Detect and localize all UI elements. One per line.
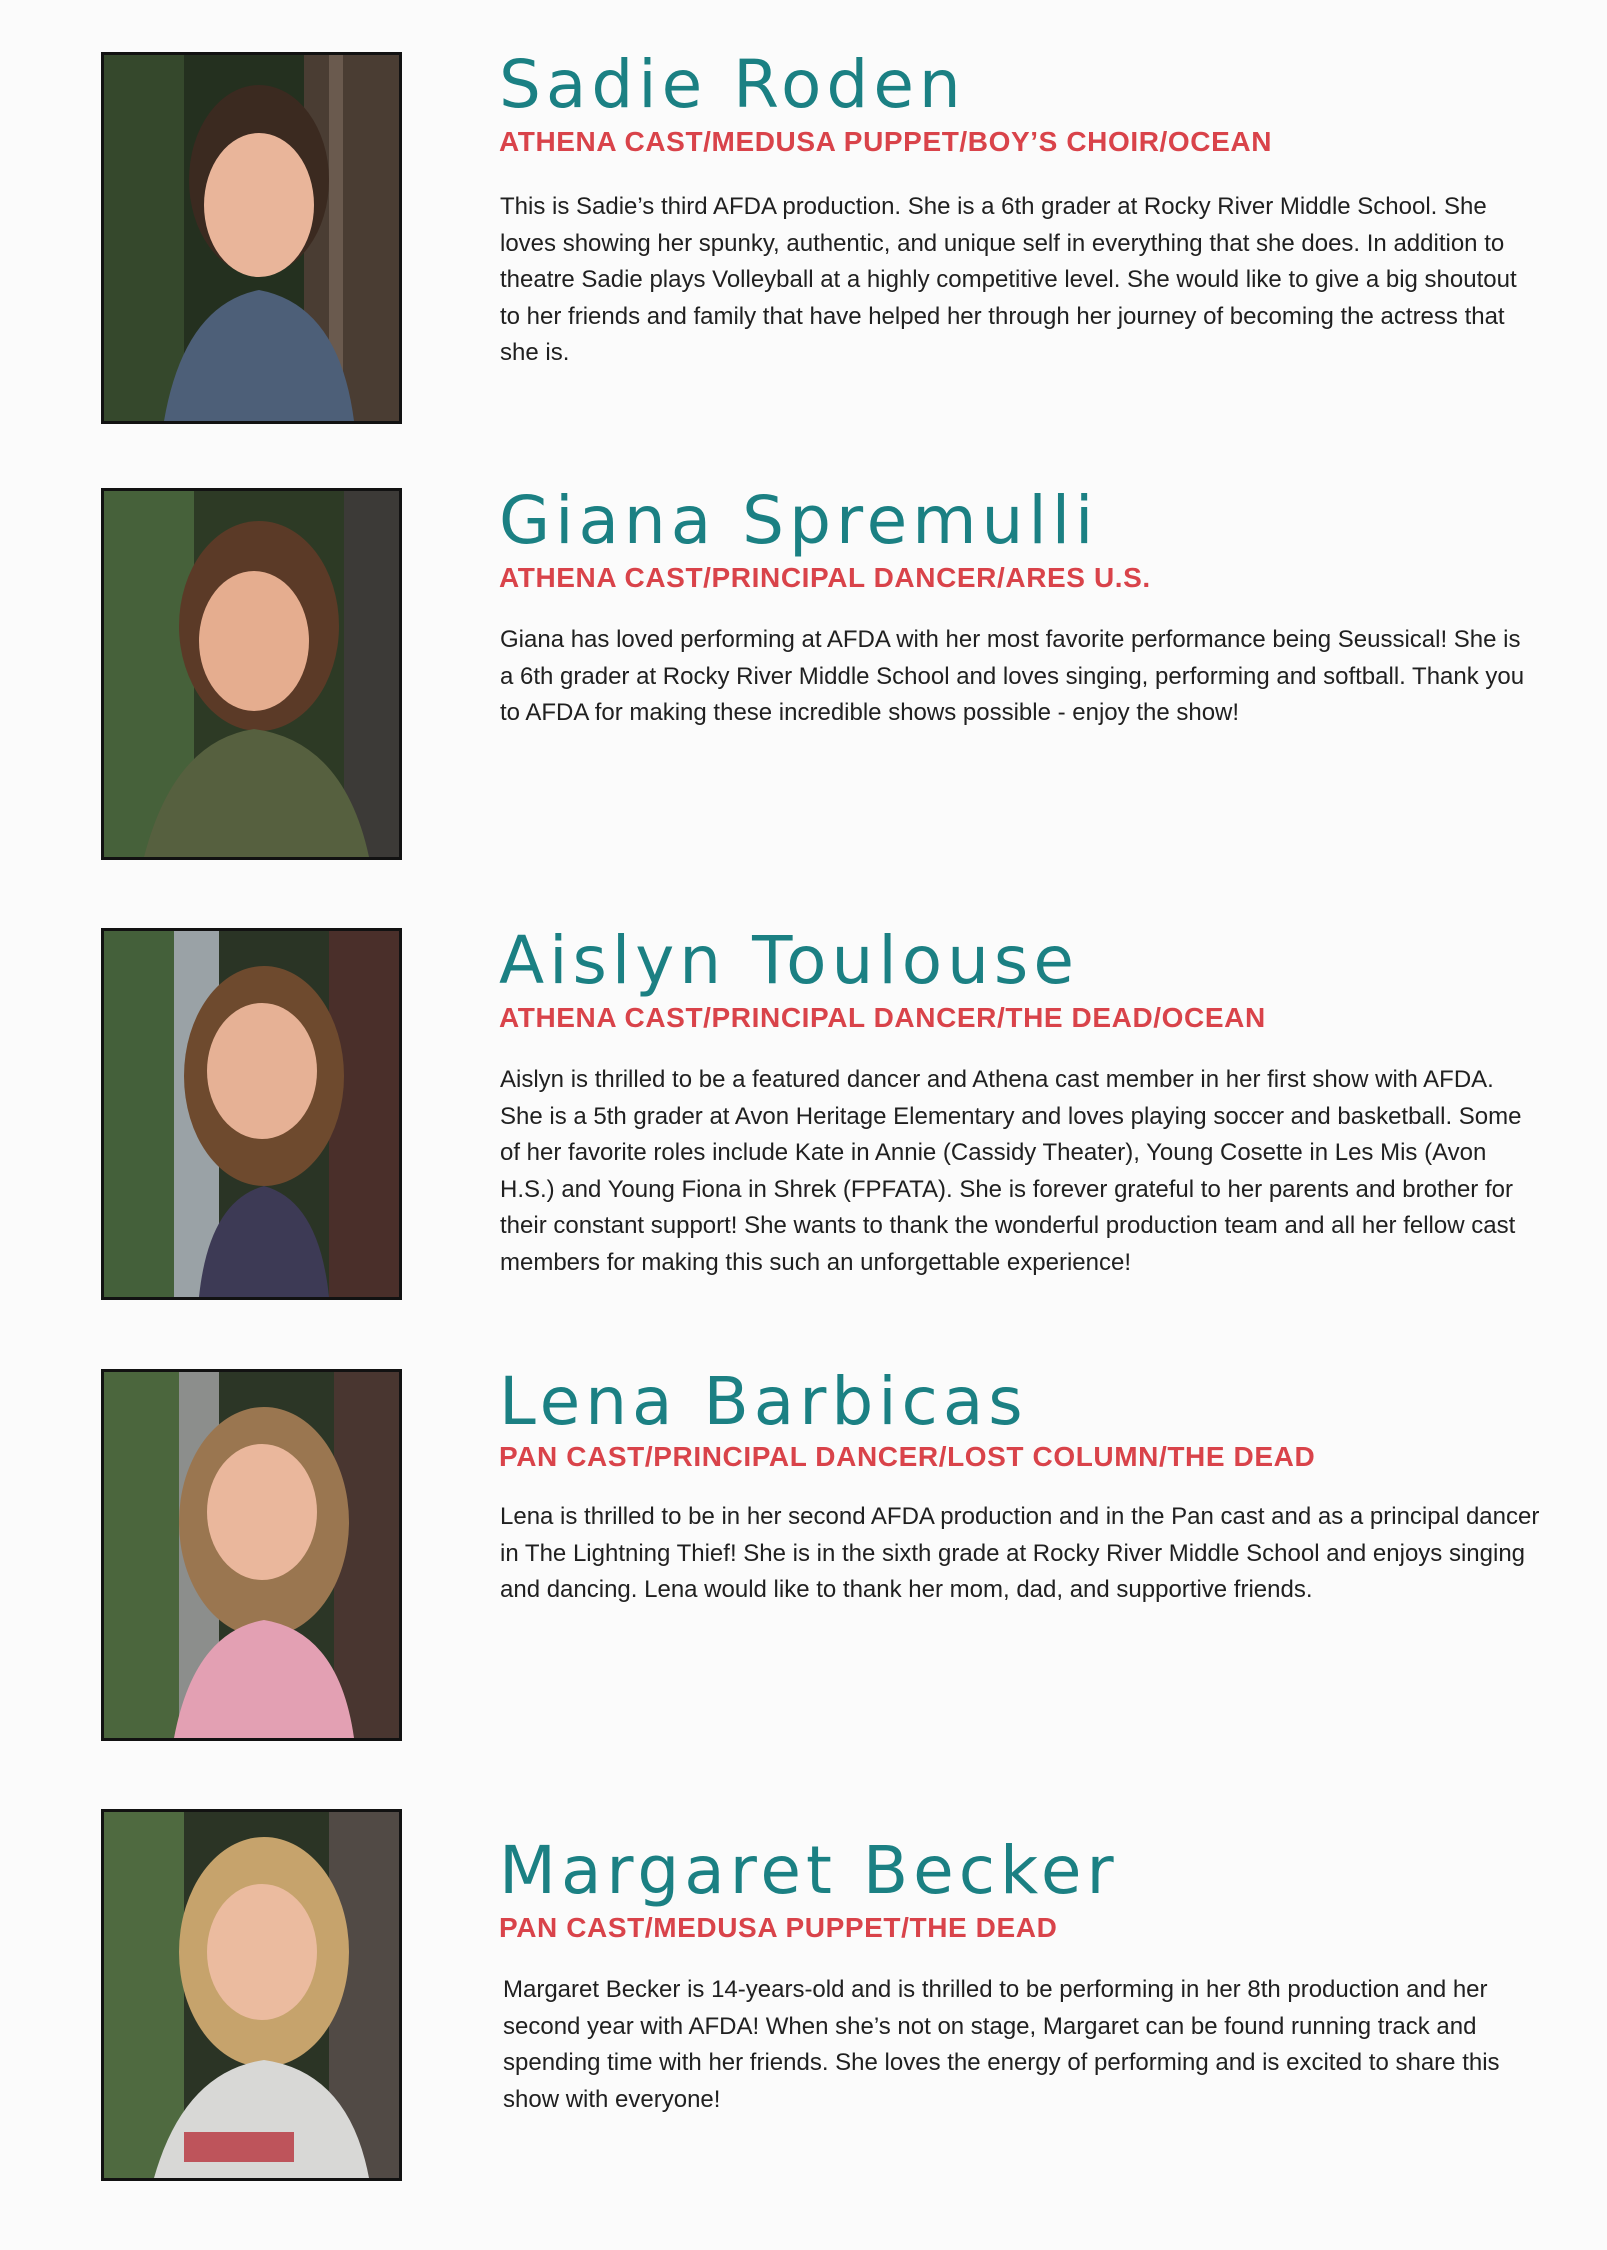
cast-roles: PAN CAST/PRINCIPAL DANCER/LOST COLUMN/THE DEAD [499, 1441, 1316, 1472]
portrait-photo [101, 928, 402, 1300]
portrait-photo [101, 52, 402, 424]
cast-bio-text: Giana has loved performing at AFDA with her most favorite performance being Seussical! She is a 6th grader at Rocky River Middle School and loves singing, performing and softball. Thank you to AFDA for making these incredible shows possible - enjoy the show! [500, 626, 1525, 726]
cast-roles: ATHENA CAST/PRINCIPAL DANCER/ARES U.S. [499, 562, 1151, 593]
cast-roles: PAN CAST/MEDUSA PUPPET/THE DEAD [499, 1912, 1058, 1943]
cast-member-name: Giana Spremulli [499, 482, 1099, 559]
cast-member-name: Sadie Roden [499, 46, 966, 123]
bio-lena-barbicas [0, 1363, 1607, 1809]
bio-sadie-roden [0, 46, 1607, 492]
bio-margaret-becker [0, 1809, 1607, 2249]
portrait-photo [101, 1809, 402, 2181]
cast-member-name: Margaret Becker [499, 1832, 1119, 1909]
cast-member-name: Lena Barbicas [499, 1363, 1028, 1440]
portrait-photo [101, 1369, 402, 1741]
cast-roles: ATHENA CAST/PRINCIPAL DANCER/THE DEAD/OCEAN [499, 1002, 1266, 1033]
cast-roles: ATHENA CAST/MEDUSA PUPPET/BOY’S CHOIR/OCEAN [499, 126, 1273, 157]
bio-giana-spremulli [0, 482, 1607, 928]
portrait-photo [101, 488, 402, 860]
cast-bio-text: Lena is thrilled to be in her second AFDA production and in the Pan cast and as a principal dancer in The Lightning Thief! She is in the sixth grade at Rocky River Middle School and enjoys singing and dancing. Lena would like to thank her mom, dad, and supportive friends. [500, 1503, 1540, 1603]
cast-member-name: Aislyn Toulouse [499, 922, 1079, 999]
cast-bio-text: This is Sadie’s third AFDA production. She is a 6th grader at Rocky River Middle School. She loves showing her spunky, authentic, and unique self in everything that she does. In addition to theatre Sadie plays Volleyball at a highly competitive level. She would like to give a big shoutout to her friends and family that have helped her through her journey of becoming the actress that she is. [500, 193, 1517, 366]
bio-aislyn-toulouse [0, 922, 1607, 1368]
cast-bio-text: Margaret Becker is 14-years-old and is thrilled to be performing in her 8th production and her second year with AFDA! When she’s not on stage, Margaret can be found running track and spending time with her friends. She loves the energy of performing and is excited to share this show with everyone! [503, 1976, 1500, 2113]
cast-bio-text: Aislyn is thrilled to be a featured dancer and Athena cast member in her first show with AFDA. She is a 5th grader at Avon Heritage Elementary and loves playing soccer and basketball. Some of her favorite roles include Kate in Annie (Cassidy Theater), Young Cosette in Les Mis (Avon H.S.) and Young Fiona in Shrek (FPFATA). She is forever grateful to her parents and brother for their constant support! She wants to thank the wonderful production team and all her fellow cast members for making this such an unforgettable experience! [500, 1066, 1522, 1276]
